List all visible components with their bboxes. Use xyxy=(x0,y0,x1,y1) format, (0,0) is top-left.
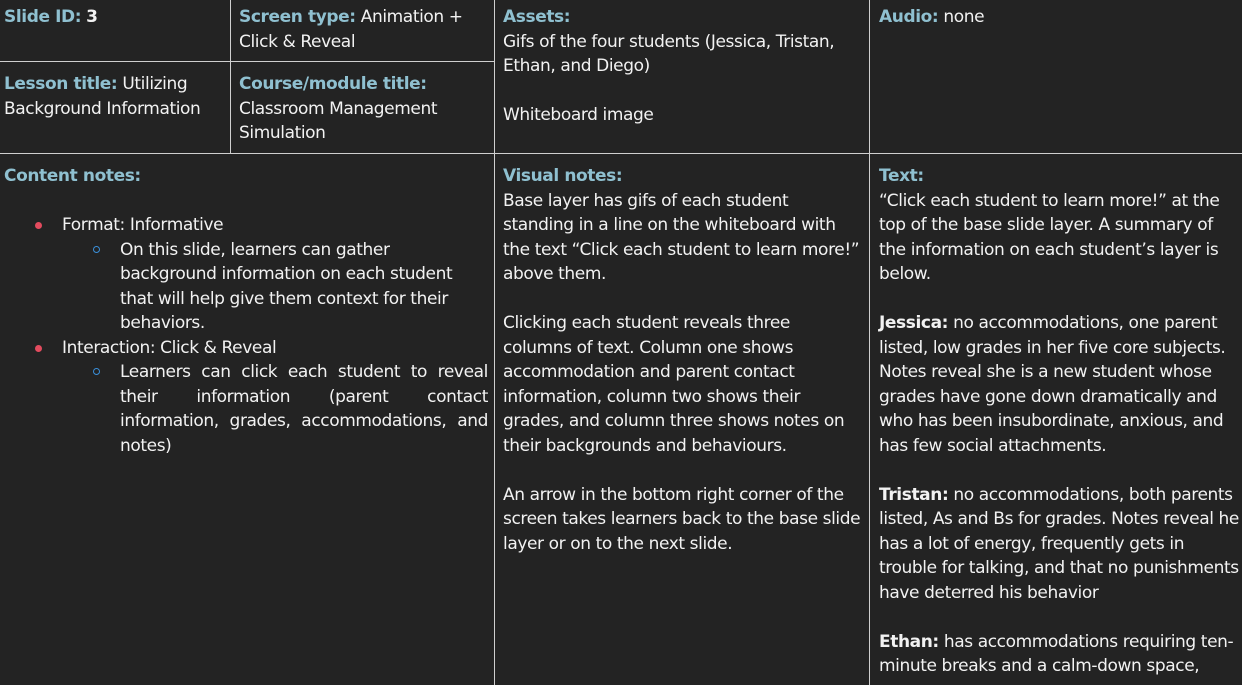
student-summary-tristan xyxy=(879,483,1240,606)
visual-notes-paragraph: An arrow in the bottom right corner of the screen takes learners back to the base slide layer or on to the next slide. xyxy=(503,484,861,554)
grid-line xyxy=(494,0,495,685)
student-name: Jessica: xyxy=(879,313,949,333)
visual-notes-cell xyxy=(499,159,869,685)
text-notes-intro: “Click each student to learn more!” at the top of the base slide layer. A summary of the information on each student’s layer is below. xyxy=(879,190,1220,284)
student-name: Ethan: xyxy=(879,631,939,652)
text-notes-cell xyxy=(875,159,1242,685)
sub-bullet-text: Learners can click each student to reveal their information (parent contact information, grades, accommodations, and notes) xyxy=(120,362,488,456)
student-summary-ethan xyxy=(879,630,1240,679)
grid-line xyxy=(0,61,494,62)
visual-notes-paragraph: Base layer has gifs of each student standing in a line on the whiteboard with the text “Click each student to learn more!” above them. xyxy=(503,190,860,284)
bullet-text: Format: Informative xyxy=(62,215,224,235)
lesson-title-cell xyxy=(0,67,230,153)
screen-type-value: Animation + Click & Reveal xyxy=(239,7,463,52)
lesson-title-value: Utilizing Background Information xyxy=(4,74,201,119)
sub-bullet-text: On this slide, learners can gather background information on each student that will help give them context for their behaviors. xyxy=(120,239,453,333)
audio-cell xyxy=(875,0,1242,153)
visual-notes-label: Visual notes: xyxy=(503,166,623,186)
sub-list-item xyxy=(62,360,488,458)
course-title-value: Classroom Management Simulation xyxy=(239,98,438,143)
grid-line xyxy=(230,0,231,153)
course-title-cell xyxy=(235,67,494,153)
screen-type-cell xyxy=(235,0,494,61)
slide-id-label: Slide ID: xyxy=(4,7,82,27)
grid-line xyxy=(0,153,1242,154)
screen-type-label: Screen type: xyxy=(239,7,356,27)
student-summary-jessica xyxy=(879,311,1240,458)
audio-value: none xyxy=(943,7,985,27)
grid-line xyxy=(869,0,870,685)
student-desc: no accommodations, one parent listed, low grades in her five core subjects. Notes reveal she is a new student whose grades have gone down dramatically and who has been insubordinate, anxious, and has few social attachments. xyxy=(879,313,1226,456)
content-notes-cell xyxy=(0,159,494,685)
content-notes-label: Content notes: xyxy=(4,166,141,186)
audio-label: Audio: xyxy=(879,7,939,27)
list-item xyxy=(4,213,488,336)
assets-whiteboard: Whiteboard image xyxy=(503,105,654,125)
course-title-label: Course/module title: xyxy=(239,74,427,94)
visual-notes-paragraph: Clicking each student reveals three columns of text. Column one shows accommodation and parent contact information, column two shows their grades, and column three shows notes on their backgrounds and behaviours. xyxy=(503,313,845,456)
bullet-text: Interaction: Click & Reveal xyxy=(62,337,277,358)
student-desc: has accommodations requiring ten-minute breaks and a calm-down space, xyxy=(879,631,1234,676)
assets-gifs: Gifs of the four students (Jessica, Tristan, Ethan, and Diego) xyxy=(503,31,835,76)
slide-id-value: 3 xyxy=(86,7,98,27)
student-desc: no accommodations, both parents listed, As and Bs for grades. Notes reveal he has a lot of energy, frequently gets in trouble for talking, and that no punishments have deterred his behavior xyxy=(879,484,1239,603)
student-name: Tristan: xyxy=(879,484,949,505)
text-notes-label: Text: xyxy=(879,166,924,186)
list-item xyxy=(4,336,488,459)
assets-cell xyxy=(499,0,869,153)
content-notes-list xyxy=(4,213,488,458)
assets-label: Assets: xyxy=(503,7,571,27)
lesson-title-label: Lesson title: xyxy=(4,74,118,94)
slide-id-cell xyxy=(0,0,230,61)
sub-list-item xyxy=(62,238,488,336)
